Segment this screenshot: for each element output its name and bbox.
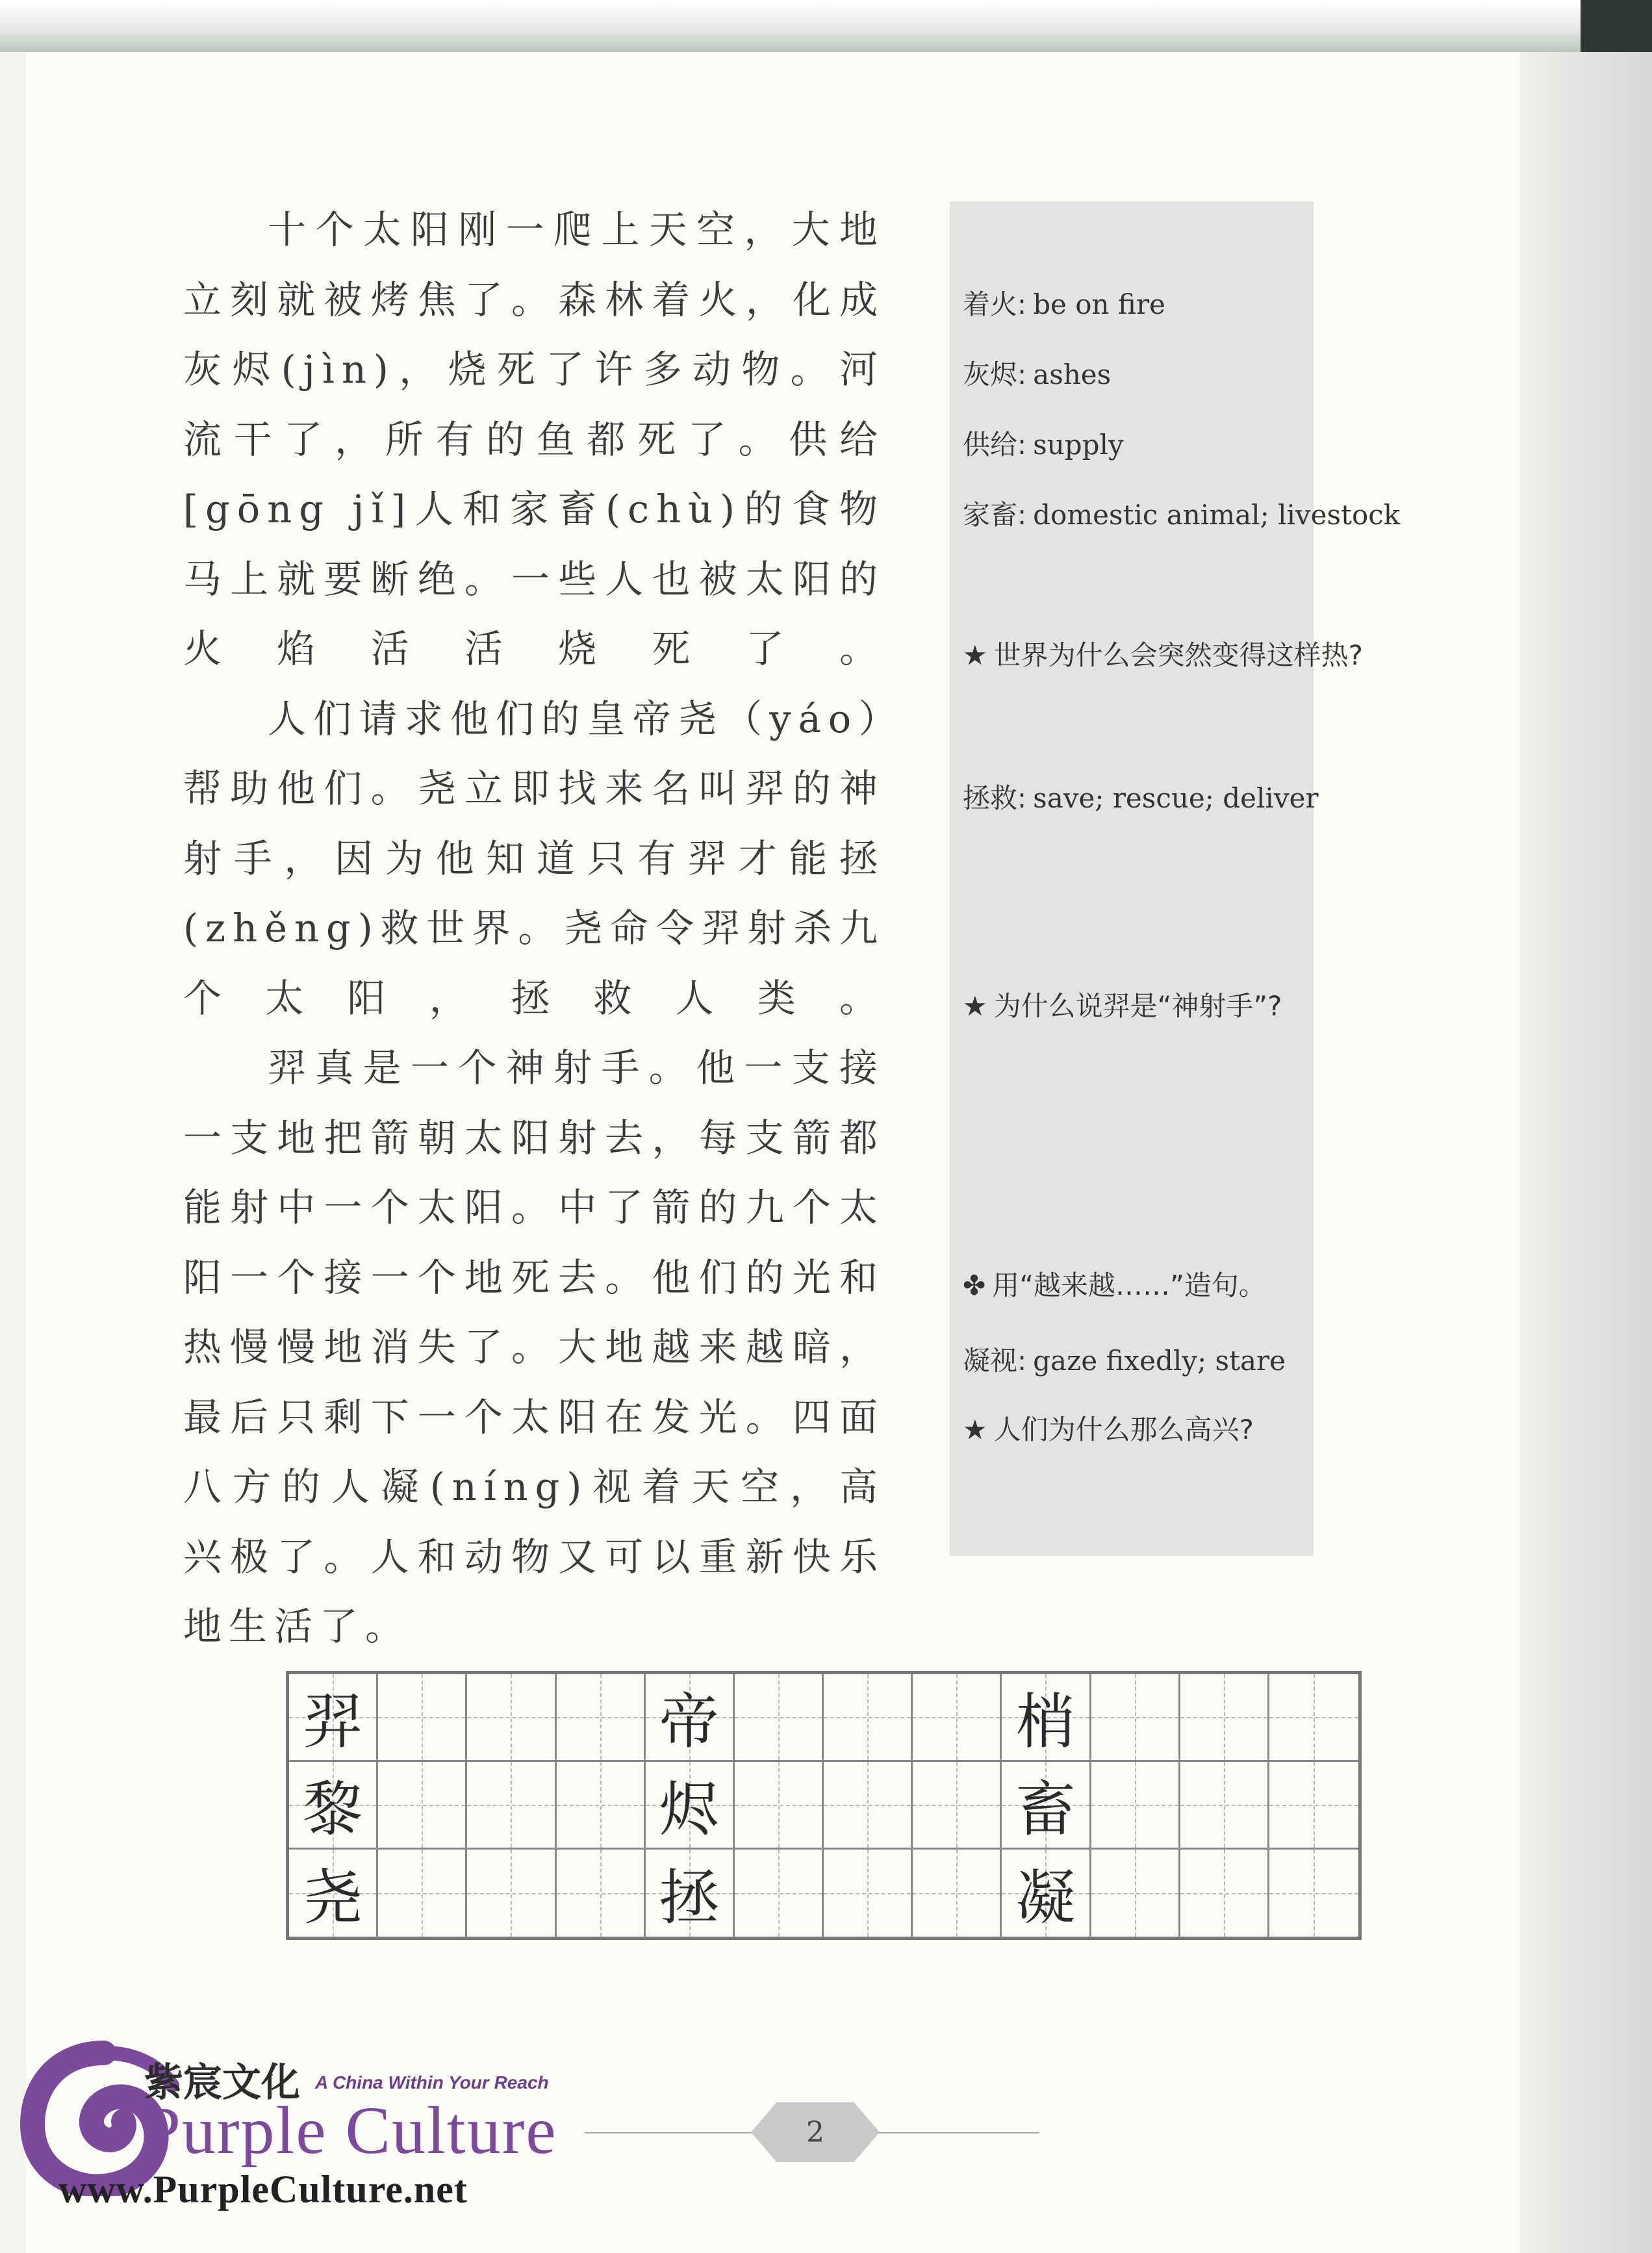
brand-name: Purple Culture: [143, 2093, 557, 2168]
gloss-jiachu: 家畜: domestic animal; livestock: [963, 499, 1401, 531]
practice-cell[interactable]: [1091, 1674, 1180, 1762]
practice-cell[interactable]: [824, 1850, 913, 1937]
top-edge-shadow: [0, 0, 1652, 52]
practice-cell[interactable]: 帝: [646, 1674, 735, 1762]
practice-cell[interactable]: [1180, 1850, 1269, 1937]
question-2: ★ 为什么说羿是“神射手”?: [963, 990, 1282, 1022]
page-number: 2: [806, 2115, 824, 2149]
practice-cell[interactable]: [735, 1674, 824, 1762]
gloss-ningshi: 凝视: gaze fixedly; stare: [963, 1345, 1286, 1377]
star-icon: ★: [963, 1414, 987, 1445]
paragraph-2: 人们请求他们的皇帝尧（yáo）帮助他们。尧立即找来名叫羿的神射手，因为他知道只有羿才能拯(zhěng)救世界。尧命令羿射杀九个太阳，拯救人类。: [183, 696, 885, 1021]
practice-cell[interactable]: [557, 1762, 646, 1850]
top-corner-dark: [1581, 0, 1652, 52]
brand-tagline: A China Within Your Reach: [315, 2072, 549, 2093]
practice-cell[interactable]: 尧: [289, 1850, 378, 1937]
right-edge-shadow: [1503, 52, 1652, 2253]
practice-cell[interactable]: [1091, 1762, 1180, 1850]
practice-cell[interactable]: 梢: [1002, 1674, 1091, 1762]
star-icon: ★: [963, 639, 987, 671]
gloss-gongji: 供给: supply: [963, 429, 1124, 461]
paragraph-1: 十个太阳刚一爬上天空，大地立刻就被烤焦了。森林着火，化成灰烬(jìn)，烧死了许多动物。河流干了，所有的鱼都死了。供给[gōng jǐ]人和家畜(chù)的食物马上就要断绝。一些人也被太阳的火焰活活烧死了。: [183, 207, 885, 671]
practice-cell[interactable]: [467, 1762, 556, 1850]
practice-cell[interactable]: [1269, 1850, 1358, 1937]
question-3: ★ 人们为什么那么高兴?: [963, 1414, 1254, 1445]
practice-cell[interactable]: [557, 1850, 646, 1937]
practice-cell[interactable]: 烬: [646, 1762, 735, 1850]
brand-chinese-name: 紫宸文化: [144, 2060, 300, 2106]
practice-cell[interactable]: [824, 1674, 913, 1762]
practice-cell[interactable]: [467, 1674, 556, 1762]
question-1: ★ 世界为什么会突然变得这样热?: [963, 639, 1363, 671]
practice-cell[interactable]: 凝: [1002, 1850, 1091, 1937]
practice-cell[interactable]: [378, 1850, 467, 1937]
practice-cell[interactable]: [557, 1674, 646, 1762]
exercise-sentence: ✤ 用“越来越……”造句。: [963, 1269, 1266, 1301]
practice-cell[interactable]: [1180, 1674, 1269, 1762]
practice-cell[interactable]: [378, 1762, 467, 1850]
gloss-zhengjiu: 拯救: save; rescue; deliver: [963, 782, 1319, 814]
practice-cell[interactable]: 拯: [646, 1850, 735, 1937]
flower-icon: ✤: [963, 1269, 986, 1301]
gloss-zhaohuo: 着火: be on fire: [963, 288, 1165, 320]
practice-cell[interactable]: [824, 1762, 913, 1850]
practice-cell[interactable]: 畜: [1002, 1762, 1091, 1850]
practice-cell[interactable]: [1091, 1850, 1180, 1937]
star-icon: ★: [963, 990, 987, 1022]
paragraph-3: 羿真是一个神射手。他一支接一支地把箭朝太阳射去，每支箭都能射中一个太阳。中了箭的九个太阳一个接一个地死去。他们的光和热慢慢地消失了。大地越来越暗，最后只剩下一个太阳在发光。四面八方的人凝(níng)视着天空，高兴极了。人和动物又可以重新快乐地生活了。: [183, 1045, 885, 1649]
practice-cell[interactable]: [467, 1850, 556, 1937]
practice-cell[interactable]: [913, 1674, 1002, 1762]
story-text: [183, 195, 885, 1662]
practice-cell[interactable]: [735, 1762, 824, 1850]
character-practice-grid: [286, 1671, 1362, 1940]
practice-cell[interactable]: [913, 1850, 1002, 1937]
practice-cell[interactable]: [913, 1762, 1002, 1850]
practice-cell[interactable]: [378, 1674, 467, 1762]
practice-cell[interactable]: [735, 1850, 824, 1937]
brand-url[interactable]: www.PurpleCulture.net: [58, 2168, 468, 2211]
gloss-huijin: 灰烬: ashes: [963, 359, 1112, 390]
practice-cell[interactable]: 羿: [289, 1674, 378, 1762]
practice-cell[interactable]: 黎: [289, 1762, 378, 1850]
practice-cell[interactable]: [1269, 1762, 1358, 1850]
practice-cell[interactable]: [1180, 1762, 1269, 1850]
practice-cell[interactable]: [1269, 1674, 1358, 1762]
